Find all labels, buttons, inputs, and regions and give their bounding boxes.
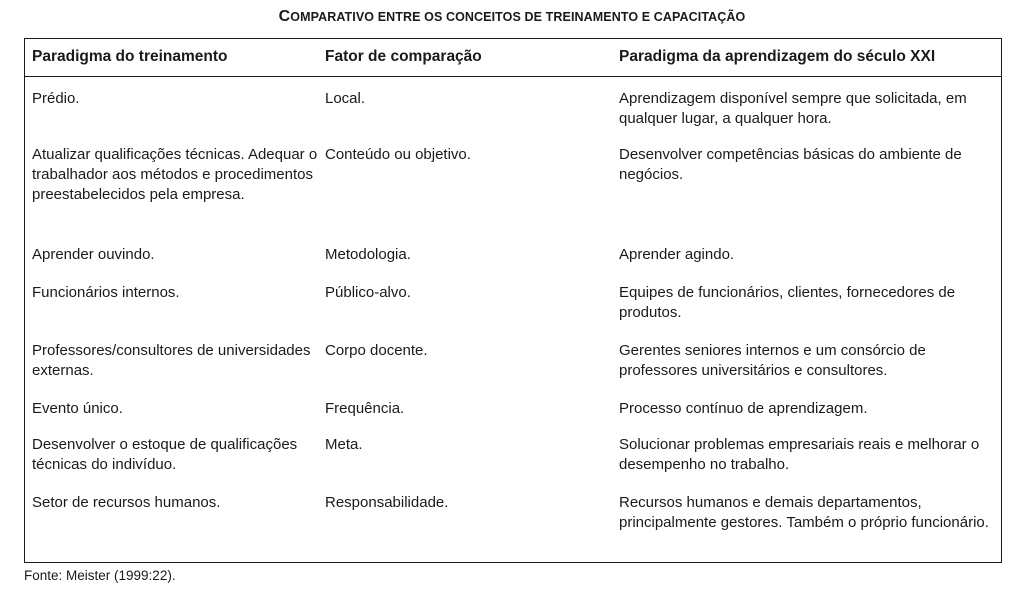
comparison-table xyxy=(24,38,1002,563)
cell-learning: Solucionar problemas empresariais reais e melhorar o desempenho no trabalho. xyxy=(619,436,980,473)
cell-factor: Conteúdo ou objetivo. xyxy=(325,146,471,163)
cell-factor: Corpo docente. xyxy=(325,342,428,359)
header-learning-paradigm: Paradigma da aprendizagem do século XXI xyxy=(619,48,936,65)
cell-learning: Aprender agindo. xyxy=(619,246,735,263)
cell-training: Setor de recursos humanos. xyxy=(32,494,221,511)
cell-learning: Recursos humanos e demais departamentos, principalmente gestores. Também o próprio funcionário. xyxy=(619,494,989,531)
header-training-paradigm: Paradigma do treinamento xyxy=(32,48,228,65)
cell-learning: Processo contínuo de aprendizagem. xyxy=(619,400,868,417)
cell-learning: Aprendizagem disponível sempre que solicitada, em qualquer lugar, a qualquer hora. xyxy=(619,90,967,127)
cell-training: Professores/consultores de universidades externas. xyxy=(32,342,311,379)
cell-training: Aprender ouvindo. xyxy=(32,246,155,263)
header-comparison-factor: Fator de comparação xyxy=(325,48,482,65)
cell-training: Desenvolver o estoque de qualificações técnicas do indivíduo. xyxy=(32,436,298,473)
cell-learning: Desenvolver competências básicas do ambiente de negócios. xyxy=(619,146,962,183)
cell-training: Evento único. xyxy=(32,400,123,417)
cell-factor: Local. xyxy=(325,90,366,107)
header-divider xyxy=(25,76,1001,77)
cell-factor: Público-alvo. xyxy=(325,284,411,301)
cell-training: Atualizar qualificações técnicas. Adequar o trabalhador aos métodos e procedimentos preestabelecidos pela empresa. xyxy=(32,146,318,203)
cell-training: Funcionários internos. xyxy=(32,284,180,301)
cell-factor: Metodologia. xyxy=(325,246,411,263)
table-title: COMPARATIVO ENTRE OS CONCEITOS DE TREINAMENTO E CAPACITAÇÃO xyxy=(278,8,746,25)
cell-factor: Meta. xyxy=(325,436,363,453)
source-note: Fonte: Meister (1999:22). xyxy=(24,568,176,583)
cell-learning: Gerentes seniores internos e um consórcio de professores universitários e consultores. xyxy=(619,342,926,379)
cell-learning: Equipes de funcionários, clientes, fornecedores de produtos. xyxy=(619,284,956,321)
cell-factor: Responsabilidade. xyxy=(325,494,449,511)
cell-training: Prédio. xyxy=(32,90,80,107)
cell-factor: Frequência. xyxy=(325,400,405,417)
